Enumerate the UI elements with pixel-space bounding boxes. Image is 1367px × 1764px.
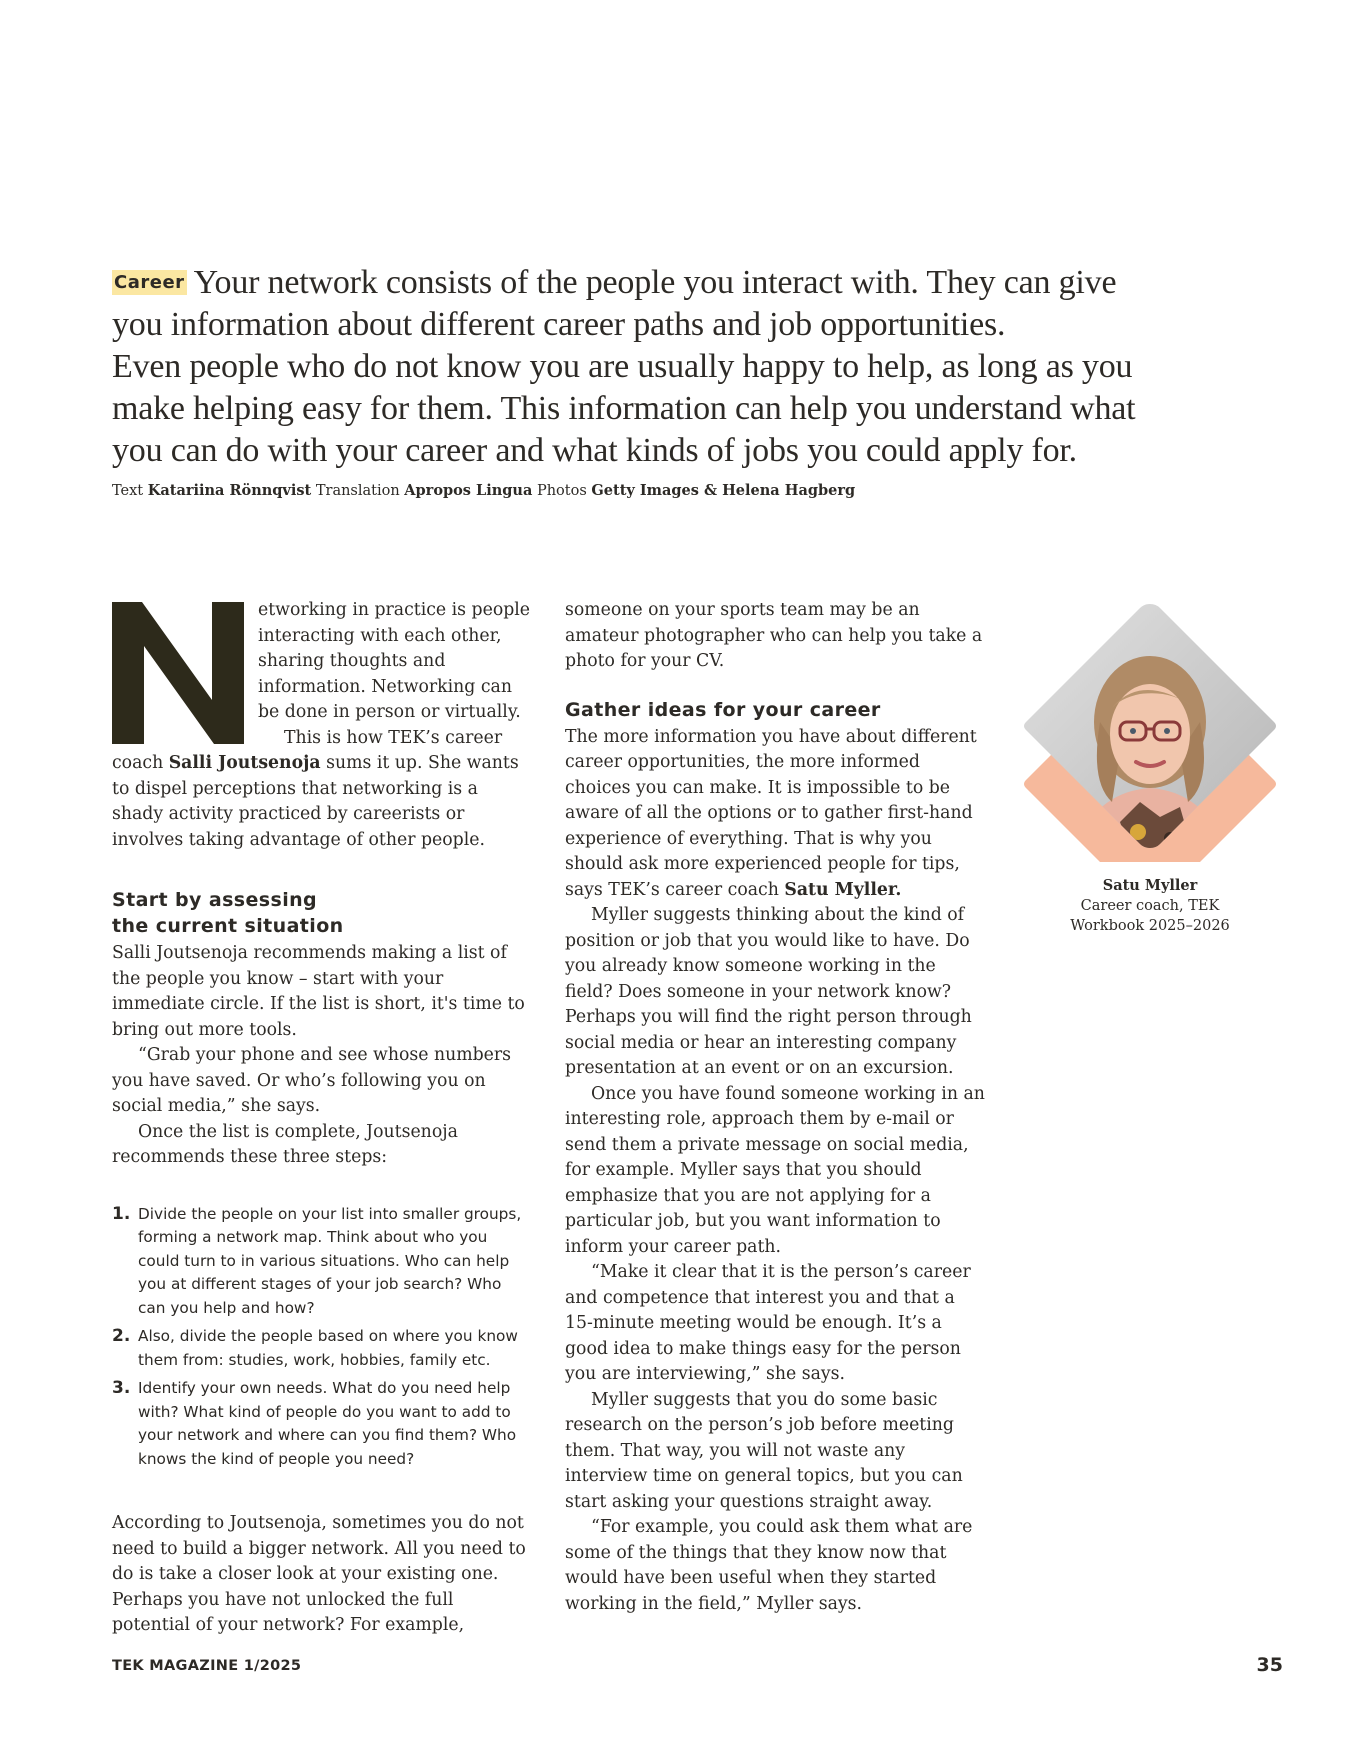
list-item: 1. Divide the people on your list into smaller groups, forming a network map. Think about who you could turn to in various situations. Who can help you at different stages of your job search? Who can you help and how? [112,1203,522,1317]
paragraph: etworking in practice is people interacting with each other, sharing thoughts and information. Networking can be done in person or virtually. [258,600,531,722]
paragraph: Once you have found someone working in an interesting role, approach them by e-mail or send them a private message on social media, for example. Myller says that you should emphasize that you are not applying for a particular job, but you want information to inform your career path. [565,1083,985,1257]
list-item: 2. Also, divide the people based on where you know them from: studies, work, hobbies, family etc. [112,1326,518,1369]
page-number: 35 [1256,1654,1283,1676]
article-credits: Text Katariina Rönnqvist Translation Apropos Lingua Photos Getty Images & Helena Hagberg [112,482,856,499]
portrait-photo [1020,602,1280,832]
caption-source: Workbook 2025–2026 [1070,918,1230,934]
paragraph: Myller suggests that you do some basic research on the person’s job before meeting them. That way, you will not waste any interview time on general topics, but you can start asking your questions straight away. [565,1389,963,1512]
intro-line-3: Even people who do not know you are usually happy to help, as long as you [112,348,1133,385]
paragraph: Myller suggests thinking about the kind of position or job that you would like to have. Do you already know someone working in the field? Does someone in your network know? Perhaps you will find the right person through social media or hear an interesting company presentation at an event or on an excursion. [565,905,972,1078]
paragraph: “Make it clear that it is the person’s career and competence that interest you and that a 15-minute meeting would be enough. It’s a good idea to make things easy for the person you are interviewing,” she says. [565,1262,971,1384]
paragraph: Salli Joutsenoja recommends making a list of the people you know – start with your immediate circle. If the list is short, it's time to bring out more tools. [112,943,525,1040]
paragraph: Once the list is complete, Joutsenoja recommends these three steps: [112,1121,458,1167]
drop-cap [112,602,244,744]
paragraph: “For example, you could ask them what are some of the things that they know now that would have been useful when they started working in the field,” Myller says. [565,1517,973,1614]
intro-line-2: you information about different career paths and job opportunities. [112,306,1006,343]
section-tag: Career [114,272,185,293]
caption-role: Career coach, TEK [1080,898,1220,914]
intro-line-1: Career Your network consists of the people you interact with. They can give [114,264,1117,301]
subheading-start: Start by assessing the current situation [112,889,344,937]
paragraph: someone on your sports team may be an amateur photographer who can help you take a photo for your CV. [565,600,983,671]
article-column-1 [112,598,532,1639]
intro-lead [112,262,1136,472]
subheading-gather: Gather ideas for your career [565,698,881,721]
intro-line-4: make helping easy for them. This information can help you understand what [112,390,1136,427]
magazine-footer: TEK MAGAZINE 1/2025 [112,1658,302,1674]
intro-line-5: you can do with your career and what kinds of jobs you could apply for. [112,432,1077,469]
steps-list [112,1203,532,1472]
paragraph: The more information you have about different career opportunities, the more informed choices you can make. It is impossible to be aware of all the options or to gather first-hand experience of everything. That is why you should ask more experienced people for tips, says TEK’s career coach Satu Myller. [565,726,977,900]
paragraph: According to Joutsenoja, sometimes you do not need to build a bigger network. All you need to do is take a closer look at your existing one. Perhaps you have not unlocked the full potential of your network? For example, [112,1513,526,1635]
caption-name: Satu Myller [1102,877,1198,894]
paragraph: This is how TEK’s career coach Salli Joutsenoja sums it up. She wants to dispel perceptions that networking is a shady activity practiced by careerists or involves taking advantage of other people. [112,727,519,850]
article-column-2 [565,598,985,1617]
paragraph: “Grab your phone and see whose numbers you have saved. Or who’s following you on social media,” she says. [112,1045,512,1116]
list-item: 3. Identify your own needs. What do you need help with? What kind of people do you want to add to your network and where can you find them? Who knows the kind of people you need? [112,1378,517,1468]
photo-caption [1030,876,1270,936]
